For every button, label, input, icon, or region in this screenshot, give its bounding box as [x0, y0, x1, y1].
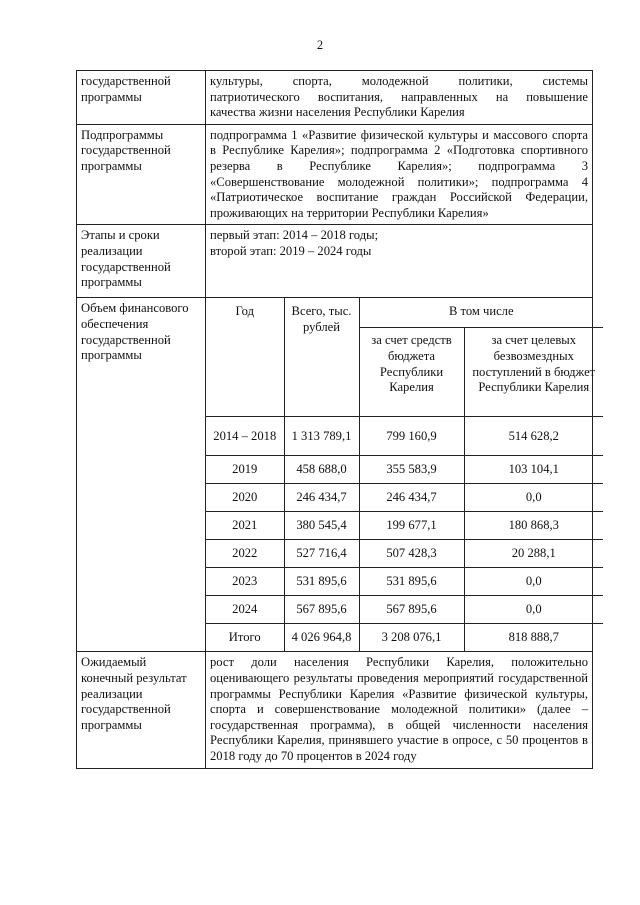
cell-grants: 0,0 [464, 568, 603, 596]
row-stages [77, 225, 593, 298]
header-grants: за счет целевых безвозмездных поступлений в бюджет Республики Карелия [464, 328, 603, 417]
financing-cell [206, 298, 596, 652]
text-line: патриотического воспитания, направленных на повышение [210, 89, 588, 104]
row-label: Объем финансового обеспечения государственной программы [77, 298, 206, 652]
header-total: Всего, тыс. рублей [284, 298, 359, 417]
cell-total: 527 716,4 [284, 540, 359, 568]
text-line: культуры, спорта, молодежной политики, системы [210, 74, 588, 88]
cell-year: Итого [206, 624, 284, 652]
page-number: 2 [316, 38, 324, 52]
cell-budget: 355 583,9 [359, 456, 464, 484]
row-value [206, 225, 593, 298]
cell-total: 4 026 964,8 [284, 624, 359, 652]
cell-budget: 799 160,9 [359, 417, 464, 456]
cell-total: 380 545,4 [284, 512, 359, 540]
cell-total: 531 895,6 [284, 568, 359, 596]
passport-table [76, 70, 596, 769]
cell-budget: 199 677,1 [359, 512, 464, 540]
row-subprograms [77, 124, 593, 225]
cell-year: 2014 – 2018 [206, 417, 284, 456]
row-label: государственной программы [77, 71, 206, 125]
cell-budget: 246 434,7 [359, 484, 464, 512]
cell-grants: 514 628,2 [464, 417, 603, 456]
cell-total: 458 688,0 [284, 456, 359, 484]
row-value: рост доли населения Республики Карелия, положительно оценивающего результаты проведения мероприятий государственной программы Республики Карелия «Развитие физической культуры, спорта и совершенствование молодежной политики» (далее – государственная программа), в общей численности населения Республики Карелия, принявшего участие в опросе, с 50 процентов в 2018 году до 70 процентов в 2024 году [206, 652, 593, 768]
cell-total: 567 895,6 [284, 596, 359, 624]
row-value: подпрограмма 1 «Развитие физической культуры и массового спорта в Республике Карелия»; подпрограмма 2 «Подготовка спортивного резерва в Республике Карелия»; подпрограмма 3 «Совершенствование молодежной политики»; подпрограмма 4 «Патриотическое воспитание граждан Российской Федерации, проживающих на территории Республики Карелия» [206, 124, 593, 225]
cell-year: 2019 [206, 456, 284, 484]
row-result [77, 652, 593, 768]
financing-table [206, 298, 603, 651]
financing-row [206, 484, 603, 512]
row-label: Ожидаемый конечный результат реализации государственной программы [77, 652, 206, 768]
header-year: Год [206, 298, 284, 417]
cell-year: 2024 [206, 596, 284, 624]
financing-row [206, 540, 603, 568]
cell-grants: 0,0 [464, 484, 603, 512]
financing-row [206, 596, 603, 624]
financing-row [206, 456, 603, 484]
cell-grants: 103 104,1 [464, 456, 603, 484]
cell-total: 1 313 789,1 [284, 417, 359, 456]
cell-budget: 567 895,6 [359, 596, 464, 624]
cell-grants: 20 288,1 [464, 540, 603, 568]
financing-total-row [206, 624, 603, 652]
cell-budget: 531 895,6 [359, 568, 464, 596]
financing-header-row [206, 298, 603, 328]
row-label: Этапы и сроки реализации государственной программы [77, 225, 206, 298]
header-including: В том числе [359, 298, 603, 328]
cell-budget: 3 208 076,1 [359, 624, 464, 652]
cell-total: 246 434,7 [284, 484, 359, 512]
header-budget: за счет средств бюджета Республики Карелия [359, 328, 464, 417]
cell-year: 2022 [206, 540, 284, 568]
row-financing [77, 298, 593, 652]
financing-row [206, 512, 603, 540]
stage-line: первый этап: 2014 – 2018 годы; [210, 228, 379, 243]
cell-year: 2020 [206, 484, 284, 512]
cell-grants: 180 868,3 [464, 512, 603, 540]
row-value [206, 71, 593, 125]
cell-budget: 507 428,3 [359, 540, 464, 568]
row-label: Подпрограммы государственной программы [77, 124, 206, 225]
stage-line: второй этап: 2019 – 2024 годы [210, 243, 372, 258]
cell-year: 2023 [206, 568, 284, 596]
financing-row [206, 417, 603, 456]
cell-grants: 0,0 [464, 596, 603, 624]
cell-year: 2021 [206, 512, 284, 540]
row-goal-continuation [77, 71, 593, 125]
financing-row [206, 568, 603, 596]
text-line: качества жизни населения Республики Карелия [210, 105, 465, 120]
cell-grants: 818 888,7 [464, 624, 603, 652]
